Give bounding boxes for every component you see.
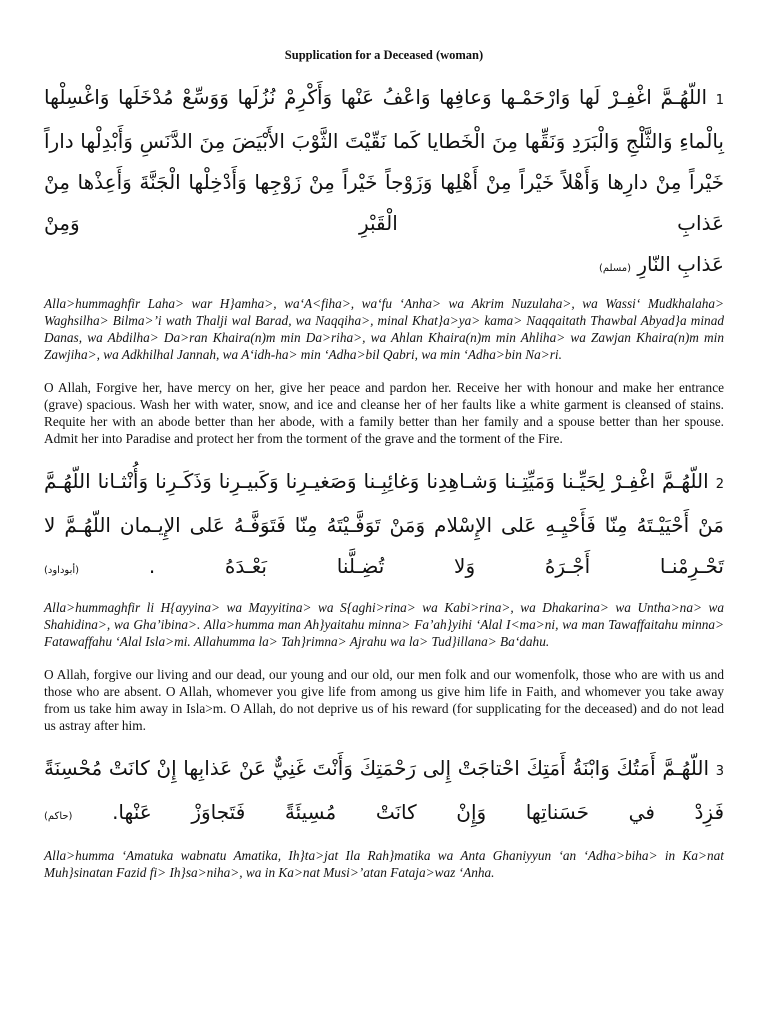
arabic-line: اللّهُـمَّ أَمَتُكَ وَابْنَةُ أَمَتِكَ احْتاجَتْ إِلى رَحْمَتِكَ وَأَنْتَ غَنِيٌّ عَنْ عَذابِها إِنْ كانَتْ مُحْسِنَةً فَزِدْ في <box>44 756 725 824</box>
translation-2: O Allah, forgive our living and our dead, our young and our old, our men folk and our womenfolk, those who are with us and those who are absent. O Allah, whomever you give life from among us give him life in Faith, and whomever you take away from us take him away in Isla>m. O Allah, do not deprive us of his reward (for supplicating for the deceased) and do not lead us astray after him. <box>44 667 724 733</box>
transliteration-3: Alla>humma ‘Amatuka wabnatu Amatika, Ih}ta>jat Ila Rah}matika wa Anta Ghaniyyun ‘an ‘Adha>biha> in Ka>nat Muh}sinatan Fazid fi> Ih}sa>niha>, wa in Ka>nat Musi>’atan Fataja>waz ‘Anha. <box>44 848 724 880</box>
arabic-supplication-2 <box>44 461 724 591</box>
arabic-line: اللّهُـمَّ اغْفِـرْ لِحَيِّـنا وَمَيِّتِـنا وَشـاهِدِنا وَغائِبِـنا وَصَغيـرِنا وَكَبيـرِنا وَذَكَـرِنا وَأُنْثـانا اللّهُـمَّ مَنْ أَحْيَيْـتَهُ مِنّا <box>44 469 724 537</box>
section-number: 3 <box>715 764 724 779</box>
arabic-line: عَذابِ النّارِ <box>637 252 724 276</box>
arabic-supplication-3 <box>44 748 724 837</box>
section-number: 1 <box>715 93 724 108</box>
transliteration-1: Alla>hummaghfir Laha> war H}amha>, wa‘A<fiha>, wa‘fu ‘Anha> wa Akrim Nuzulaha>, wa Wassi‘ Mudkhalaha> Waghsilha> Bilma>’i wath Thalji wal Barad, wa Naqqiha>, minal Khat}a>ya> kama> Naqqaitath Thawbal Abyad}a minad Danas, wa Abdilha> Da>ran Khaira(n)m min Da>riha>, wa Ahlan Khaira(n)m min Ahliha> wa Zawjan Khaira(n)m min Zawjiha>, wa Adkhilhal Jannah, wa A‘idh-ha> min ‘Adha>bil Qabri, wa min ‘Adha>bin Na>ri. <box>44 296 724 362</box>
arabic-line: فَأَحْيِـهِ عَلى الإِسْلام وَمَنْ تَوَفَّـيْتَهُ مِنّا فَتَوَفَّـهُ عَلى الإِيـمان اللّهُـمَّ لا تَحْـرِمْنـا أَجْـرَهُ وَلا تُضِـلَّنا بَعْـدَهُ . <box>44 513 724 578</box>
arabic-line: وَالْبَرَدِ وَنَقِّها مِنَ الْخَطايا كَما نَقّيْتَ الثَّوْبَ الأَبْيَضَ مِنَ الدَّنَسِ وَأَبْدِلْها داراً خَيْراً مِنْ دارِها وَأَهْلاً <box>44 129 724 194</box>
page-title: Supplication for a Deceased (woman) <box>284 48 484 62</box>
source-reference: (مسلم) <box>598 263 632 274</box>
arabic-supplication-1-tail <box>44 244 724 289</box>
section-number: 2 <box>715 477 724 492</box>
transliteration-2: Alla>hummaghfir li H{ayyina> wa Mayyitina> wa S{aghi>rina> wa Kabi>rina>, wa Dhakarina> wa Untha>na> wa Shahidina>, wa Gha’ibina>. Alla>humma man Ah}yaitahu minna> Fa’ah}yihi ‘Alal I<ma>ni, wa man Tawaffaitahu minna> Fatawaffahu ‘Alal Isla>mi. Allahumma la> Tah}rimna> Ajrahu wa la> Tud}illana> Ba‘dahu. <box>44 600 724 649</box>
source-reference: (حاكم) <box>44 811 73 822</box>
arabic-line: حَسَناتِها وَإِنْ كانَتْ مُسِيئَةً فَتَجاوَزْ عَنْها. <box>112 800 590 824</box>
arabic-line: اللّهُـمَّ اغْفِـرْ لَها وَارْحَمْـها وَعافِها وَاعْفُ عَنْها وَأَكْرِمْ نُزُلَها وَوَسِّعْ مُدْخَلَها وَاغْسِلْها بِالْماءِ وَالثَّلْجِ <box>44 85 725 153</box>
arabic-line: خَيْراً مِنْ أَهْلِها وَزَوْجاً خَيْراً مِنْ زَوْجِها وَأَدْخِلْها الْجَنَّةَ وَأَعِذْها مِنْ عَذابِ الْقَبْرِ وَمِنْ <box>44 170 724 235</box>
arabic-supplication-1 <box>44 77 724 244</box>
translation-1: O Allah, Forgive her, have mercy on her, give her peace and pardon her. Receive her with honour and make her entrance (grave) spacious. Wash her with water, snow, and ice and cleanse her of her faults like a white garment is cleansed of stains. Requite her with an abode better than her abode, with a family better than her family and a spouse better than her spouse. Admit her into Paradise and protect her from the torment of the grave and the torment of the Fire. <box>44 380 724 446</box>
source-reference: (أبوداود) <box>44 565 80 576</box>
document-page <box>44 0 724 881</box>
